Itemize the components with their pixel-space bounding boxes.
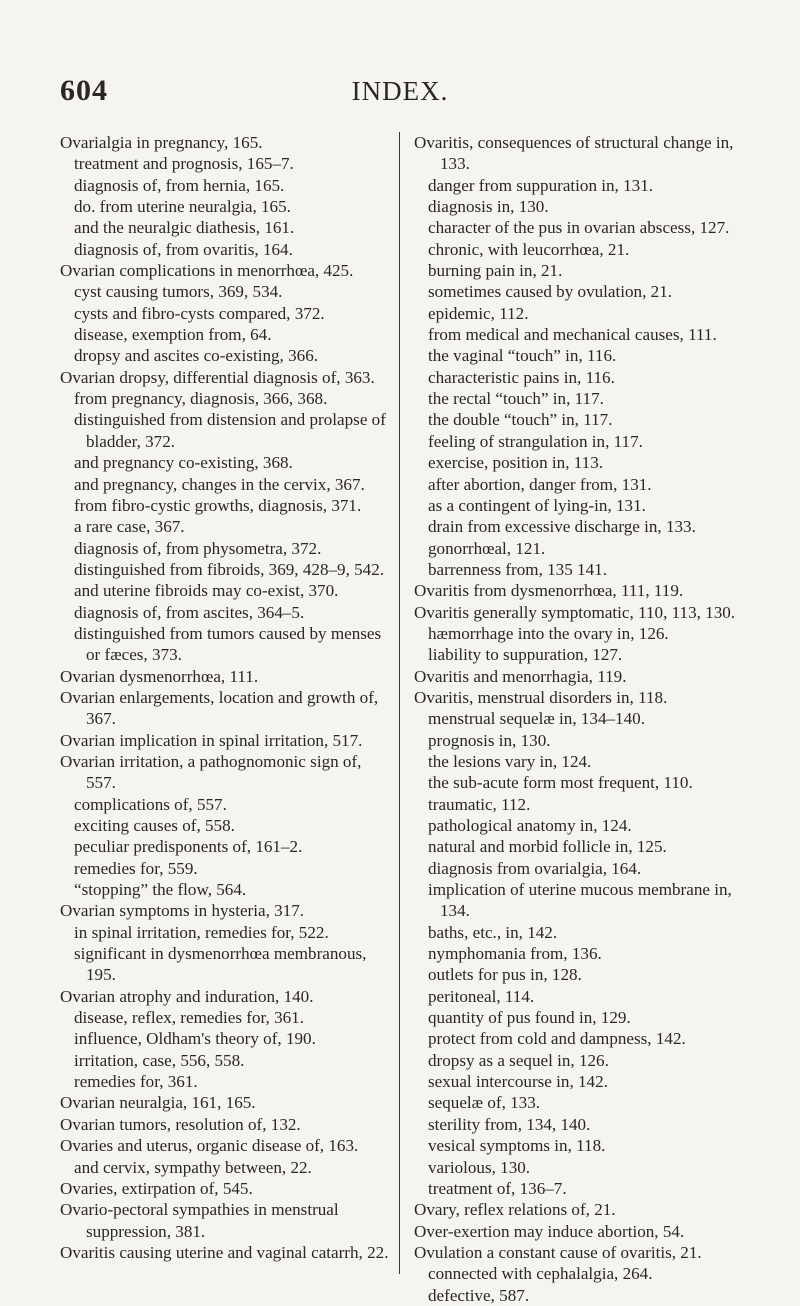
- index-subentry: drain from excessive discharge in, 133.: [428, 517, 696, 537]
- index-subentry: distinguished from tumors caused by menses or fæces, 373.: [74, 623, 382, 665]
- index-subentry: diagnosis of, from hernia, 165.: [74, 175, 285, 195]
- index-subentry: disease, exemption from, 64.: [74, 325, 272, 345]
- index-entry: Ovarian neuralgia, 161, 165.: [60, 1093, 256, 1113]
- index-subentry: remedies for, 361.: [74, 1072, 198, 1092]
- index-subentry: “stopping” the flow, 564.: [74, 880, 247, 900]
- index-entry: Ovarian dropsy, differential diagnosis of, 363.: [60, 367, 375, 387]
- index-subentry: diagnosis from ovarialgia, 164.: [428, 858, 642, 878]
- index-subentry: complications of, 557.: [74, 794, 227, 814]
- index-subentry: chronic, with leucorrhœa, 21.: [428, 239, 630, 259]
- index-subentry: and uterine fibroids may co-exist, 370.: [74, 581, 339, 601]
- index-subentry: a rare case, 367.: [74, 517, 185, 537]
- page-header-title: INDEX.: [351, 76, 449, 106]
- index-subentry: as a contingent of lying-in, 131.: [428, 495, 646, 515]
- index-column-right: [414, 132, 748, 1306]
- index-subentry: remedies for, 559.: [74, 858, 198, 878]
- index-subentry: peritoneal, 114.: [428, 986, 535, 1006]
- index-subentry: characteristic pains in, 116.: [428, 367, 615, 387]
- index-subentry: cyst causing tumors, 369, 534.: [74, 282, 283, 302]
- index-subentry: implication of uterine mucous membrane in, 134.: [428, 880, 732, 921]
- index-subentry: burning pain in, 21.: [428, 261, 563, 281]
- index-subentry: the sub-acute form most frequent, 110.: [428, 773, 693, 793]
- index-entry: Ovarian implication in spinal irritation, 517.: [60, 730, 363, 750]
- index-subentry: feeling of strangulation in, 117.: [428, 431, 643, 451]
- index-subentry: diagnosis of, from physometra, 372.: [74, 538, 322, 558]
- index-subentry: do. from uterine neuralgia, 165.: [74, 197, 291, 217]
- index-subentry: sterility from, 134, 140.: [428, 1114, 591, 1134]
- index-entry: Ovarian complications in menorrhœa, 425.: [60, 261, 354, 281]
- index-subentry: after abortion, danger from, 131.: [428, 474, 652, 494]
- index-subentry: natural and morbid follicle in, 125.: [428, 837, 667, 857]
- index-subentry: diagnosis of, from ascites, 364–5.: [74, 602, 305, 622]
- index-subentry: the rectal “touch” in, 117.: [428, 389, 604, 409]
- index-subentry: distinguished from fibroids, 369, 428–9, 542.: [74, 559, 385, 579]
- index-entry: Ovarian dysmenorrhœa, 111.: [60, 666, 259, 686]
- index-subentry: sometimes caused by ovulation, 21.: [428, 282, 673, 302]
- index-subentry: exercise, position in, 113.: [428, 453, 604, 473]
- index-subentry: diagnosis of, from ovaritis, 164.: [74, 239, 293, 259]
- index-subentry: prognosis in, 130.: [428, 730, 551, 750]
- index-entry: Ovaries and uterus, organic disease of, 163.: [60, 1136, 359, 1156]
- index-subentry: treatment of, 136–7.: [428, 1178, 567, 1198]
- index-entry: Ovulation a constant cause of ovaritis, 21.: [414, 1242, 702, 1262]
- index-column-left: [60, 132, 392, 1263]
- index-subentry: in spinal irritation, remedies for, 522.: [74, 922, 329, 942]
- index-entry: Ovarian atrophy and induration, 140.: [60, 986, 314, 1006]
- index-subentry: pathological anatomy in, 124.: [428, 816, 632, 835]
- index-subentry: and cervix, sympathy between, 22.: [74, 1157, 312, 1177]
- index-subentry: distinguished from distension and prolapse of bladder, 372.: [74, 410, 386, 451]
- index-subentry: exciting causes of, 558.: [74, 816, 235, 835]
- index-subentry: peculiar predisponents of, 161–2.: [74, 837, 303, 857]
- index-subentry: from pregnancy, diagnosis, 366, 368.: [74, 389, 328, 409]
- index-entry: Ovarian irritation, a pathognomonic sign of, 557.: [60, 751, 362, 793]
- index-subentry: vesical symptoms in, 118.: [428, 1136, 606, 1156]
- index-entry: Over-exertion may induce abortion, 54.: [414, 1221, 685, 1241]
- index-entry: Ovarian tumors, resolution of, 132.: [60, 1114, 301, 1134]
- index-entry: Ovaritis generally symptomatic, 110, 113, 130.: [414, 602, 736, 622]
- index-subentry: and pregnancy co-existing, 368.: [74, 453, 293, 473]
- page-number: 604: [60, 74, 108, 107]
- index-entry: Ovaries, extirpation of, 545.: [60, 1178, 253, 1198]
- index-subentry: sexual intercourse in, 142.: [428, 1072, 608, 1092]
- index-entry: Ovario-pectoral sympathies in menstrual suppression, 381.: [60, 1200, 339, 1241]
- index-subentry: nymphomania from, 136.: [428, 944, 602, 964]
- index-subentry: cysts and fibro-cysts compared, 372.: [74, 303, 325, 323]
- index-subentry: from fibro-cystic growths, diagnosis, 371.: [74, 495, 362, 515]
- index-entry: Ovaritis causing uterine and vaginal catarrh, 22.: [60, 1242, 389, 1262]
- index-subentry: from medical and mechanical causes, 111.: [428, 325, 717, 345]
- index-subentry: gonorrhœal, 121.: [428, 538, 546, 558]
- index-subentry: liability to suppuration, 127.: [428, 645, 623, 665]
- index-entry: Ovaritis, menstrual disorders in, 118.: [414, 687, 668, 707]
- index-subentry: epidemic, 112.: [428, 303, 529, 323]
- index-subentry: the vaginal “touch” in, 116.: [428, 346, 617, 366]
- index-subentry: diagnosis in, 130.: [428, 197, 549, 217]
- index-subentry: character of the pus in ovarian abscess, 127.: [428, 218, 730, 238]
- index-entry: Ovarialgia in pregnancy, 165.: [60, 133, 263, 152]
- index-subentry: dropsy and ascites co-existing, 366.: [74, 346, 319, 366]
- index-subentry: baths, etc., in, 142.: [428, 922, 558, 942]
- index-subentry: hæmorrhage into the ovary in, 126.: [428, 623, 669, 643]
- index-entry: Ovary, reflex relations of, 21.: [414, 1200, 616, 1220]
- column-divider: [399, 132, 400, 1274]
- index-entry: Ovarian enlargements, location and growth of, 367.: [60, 687, 379, 729]
- index-subentry: and pregnancy, changes in the cervix, 367.: [74, 474, 365, 494]
- index-subentry: treatment and prognosis, 165–7.: [74, 154, 294, 174]
- index-subentry: the double “touch” in, 117.: [428, 410, 613, 430]
- index-subentry: quantity of pus found in, 129.: [428, 1008, 631, 1028]
- index-subentry: and the neuralgic diathesis, 161.: [74, 218, 295, 238]
- index-subentry: sequelæ of, 133.: [428, 1093, 541, 1113]
- index-entry: Ovaritis from dysmenorrhœa, 111, 119.: [414, 581, 684, 601]
- index-entry: Ovaritis and menorrhagia, 119.: [414, 666, 627, 686]
- index-entry: Ovarian symptoms in hysteria, 317.: [60, 901, 305, 921]
- index-subentry: the lesions vary in, 124.: [428, 751, 592, 771]
- index-subentry: protect from cold and dampness, 142.: [428, 1029, 686, 1049]
- index-entry: Ovaritis, consequences of structural change in, 133.: [414, 133, 734, 174]
- index-subentry: irritation, case, 556, 558.: [74, 1050, 245, 1070]
- index-subentry: connected with cephalalgia, 264.: [428, 1264, 653, 1284]
- index-subentry: traumatic, 112.: [428, 794, 531, 814]
- index-subentry: outlets for pus in, 128.: [428, 965, 582, 985]
- index-subentry: danger from suppuration in, 131.: [428, 175, 654, 195]
- index-subentry: influence, Oldham's theory of, 190.: [74, 1029, 316, 1049]
- index-subentry: variolous, 130.: [428, 1157, 531, 1177]
- index-subentry: defective, 587.: [428, 1285, 530, 1305]
- index-subentry: dropsy as a sequel in, 126.: [428, 1050, 609, 1070]
- index-subentry: barrenness from, 135 141.: [428, 559, 607, 579]
- index-subentry: menstrual sequelæ in, 134–140.: [428, 709, 645, 729]
- index-subentry: significant in dysmenorrhœa membranous, 195.: [74, 944, 367, 985]
- index-subentry: disease, reflex, remedies for, 361.: [74, 1008, 304, 1028]
